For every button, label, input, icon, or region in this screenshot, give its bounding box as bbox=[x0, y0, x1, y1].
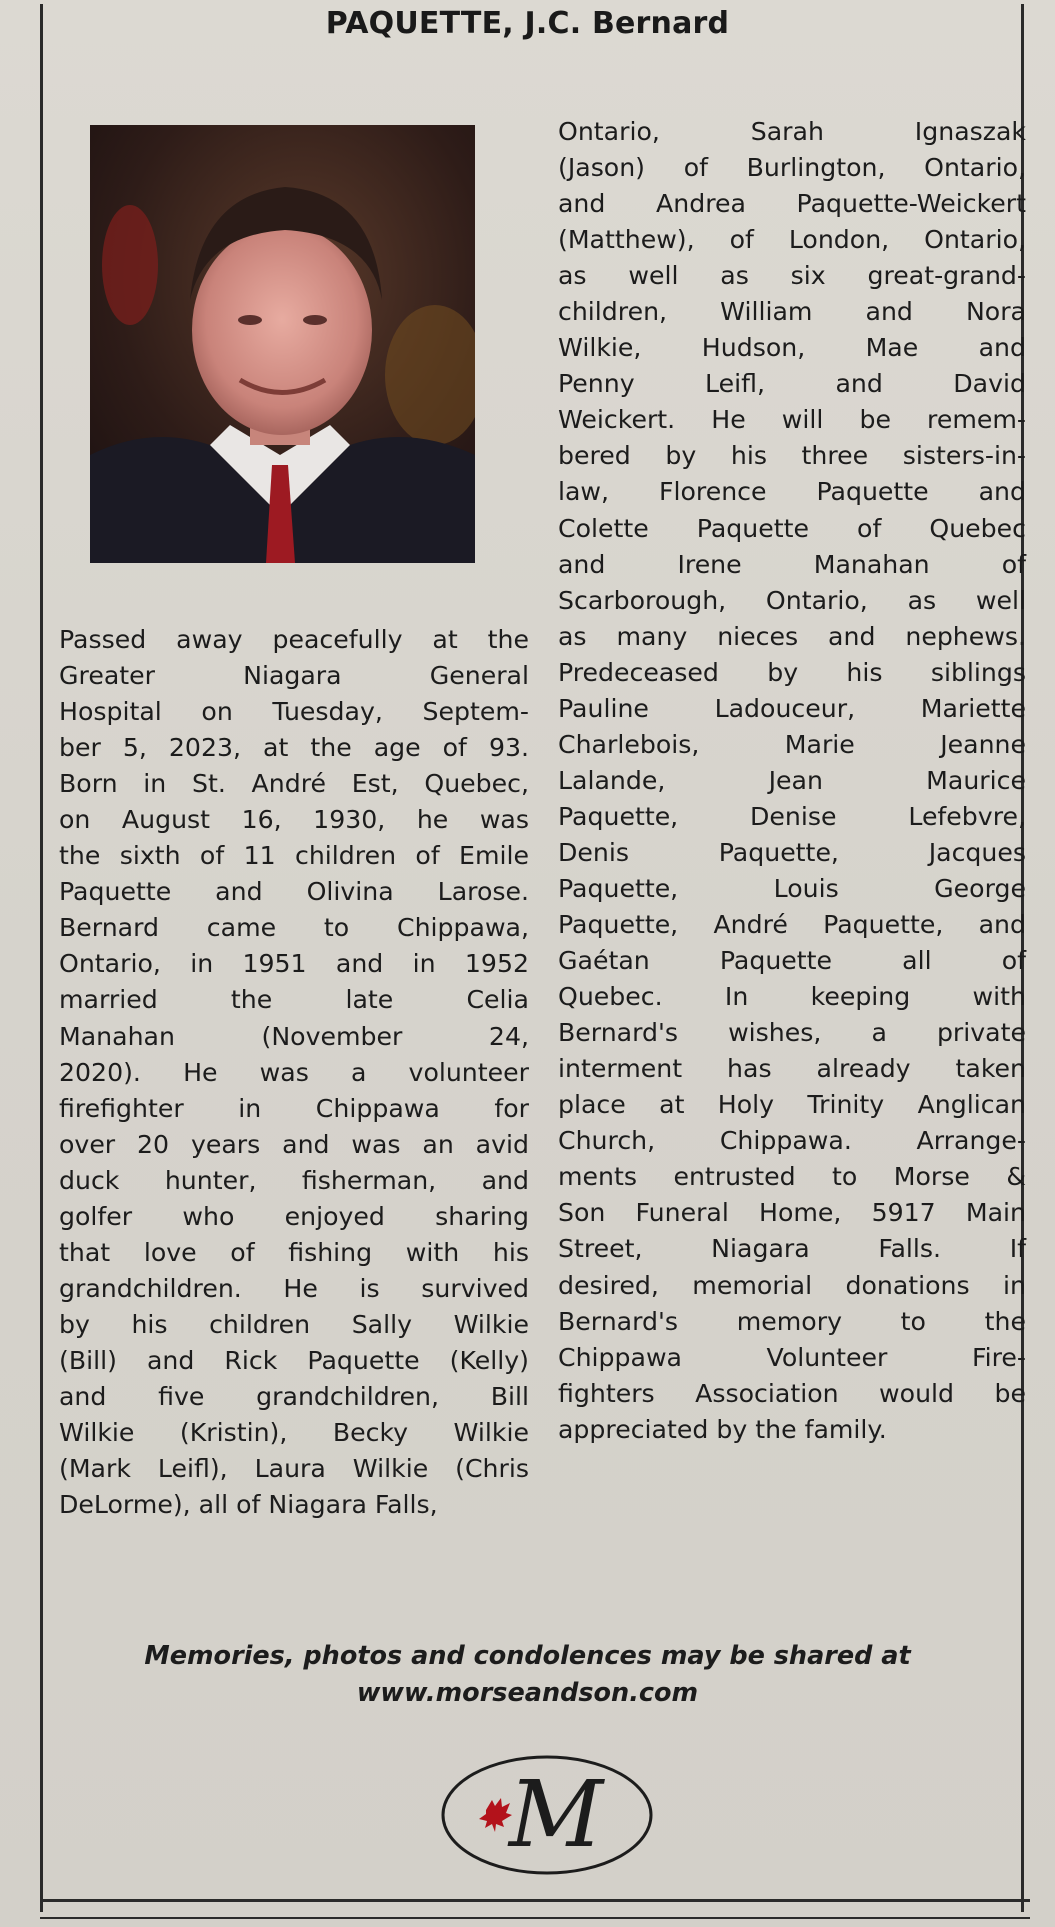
text-line: ber 5, 2023, at the age of 93. bbox=[59, 733, 529, 763]
obituary-text-left bbox=[59, 622, 529, 1523]
text-line: by his children Sally Wilkie bbox=[59, 1309, 529, 1339]
text-line: Weickert. He will be remem- bbox=[558, 405, 1026, 435]
text-line: and Andrea Paquette-Weickert bbox=[558, 189, 1026, 219]
text-line: (Matthew), of London, Ontario, bbox=[558, 225, 1026, 255]
text-line: and five grandchildren, Bill bbox=[59, 1381, 529, 1411]
text-line: Paquette, Louis George bbox=[558, 873, 1026, 903]
portrait-photo bbox=[90, 125, 475, 563]
text-line: the sixth of 11 children of Emile bbox=[59, 841, 529, 871]
funeral-home-logo bbox=[438, 1750, 656, 1880]
text-line: ments entrusted to Morse & bbox=[558, 1162, 1026, 1192]
text-line: Manahan (November 24, bbox=[59, 1021, 529, 1051]
condolences-line: Memories, photos and condolences may be shared at bbox=[144, 1641, 911, 1671]
text-line: over 20 years and was an avid bbox=[59, 1129, 529, 1159]
text-line: appreciated by the family. bbox=[558, 1414, 887, 1444]
maple-leaf-icon bbox=[479, 1798, 512, 1832]
text-line: law, Florence Paquette and bbox=[558, 477, 1026, 507]
text-line: (Jason) of Burlington, Ontario, bbox=[558, 153, 1026, 183]
text-line: fighters Association would be bbox=[558, 1378, 1026, 1408]
text-line: Ontario, Sarah Ignaszak bbox=[558, 117, 1026, 146]
text-line: firefighter in Chippawa for bbox=[59, 1093, 529, 1123]
text-line: 2020). He was a volunteer bbox=[59, 1057, 529, 1087]
text-line: interment has already taken bbox=[558, 1054, 1026, 1084]
text-line: Lalande, Jean Maurice bbox=[558, 765, 1026, 795]
text-line: that love of fishing with his bbox=[59, 1237, 529, 1267]
obituary-name: PAQUETTE, J.C. Bernard bbox=[325, 6, 730, 41]
text-line: as well as six great-grand- bbox=[558, 261, 1026, 291]
text-line: desired, memorial donations in bbox=[558, 1270, 1026, 1300]
text-line: and Irene Manahan of bbox=[558, 549, 1026, 579]
text-line: Penny Leifl, and David bbox=[558, 369, 1026, 399]
text-line: Passed away peacefully at the bbox=[59, 625, 529, 654]
text-line: Gaétan Paquette all of bbox=[558, 946, 1026, 976]
text-line: Greater Niagara General bbox=[59, 661, 529, 691]
text-line: grandchildren. He is survived bbox=[59, 1273, 529, 1303]
text-line: (Mark Leifl), Laura Wilkie (Chris bbox=[59, 1454, 529, 1484]
text-line: Paquette and Olivina Larose. bbox=[59, 877, 529, 907]
condolences-note bbox=[0, 1638, 1055, 1712]
text-line: children, William and Nora bbox=[558, 297, 1026, 327]
text-line: on August 16, 1930, he was bbox=[59, 805, 529, 835]
portrait-illustration bbox=[90, 125, 475, 563]
text-line: Pauline Ladouceur, Mariette bbox=[558, 693, 1026, 723]
text-line: married the late Celia bbox=[59, 985, 529, 1015]
text-line: Born in St. André Est, Quebec, bbox=[59, 769, 529, 799]
text-line: Predeceased by his siblings bbox=[558, 657, 1026, 687]
obituary-text-right bbox=[558, 114, 1026, 1448]
text-line: place at Holy Trinity Anglican bbox=[558, 1090, 1026, 1120]
text-line: Bernard's wishes, a private bbox=[558, 1018, 1026, 1048]
text-line: as many nieces and nephews. bbox=[558, 621, 1026, 651]
text-line: golfer who enjoyed sharing bbox=[59, 1201, 529, 1231]
text-line: DeLorme), all of Niagara Falls, bbox=[59, 1490, 438, 1520]
text-line: Chippawa Volunteer Fire- bbox=[558, 1342, 1026, 1372]
bottom-rule-thin bbox=[40, 1917, 1030, 1919]
text-line: duck hunter, fisherman, and bbox=[59, 1165, 529, 1195]
text-line: Bernard's memory to the bbox=[558, 1306, 1026, 1336]
text-line: (Bill) and Rick Paquette (Kelly) bbox=[59, 1345, 529, 1375]
text-line: Denis Paquette, Jacques bbox=[558, 837, 1026, 867]
text-line: Son Funeral Home, 5917 Main bbox=[558, 1198, 1026, 1228]
text-line: Paquette, Denise Lefebvre, bbox=[558, 801, 1026, 831]
text-line: Hospital on Tuesday, Septem- bbox=[59, 697, 529, 727]
text-line: Street, Niagara Falls. If bbox=[558, 1234, 1026, 1264]
text-line: bered by his three sisters-in- bbox=[558, 441, 1026, 471]
text-line: Charlebois, Marie Jeanne bbox=[558, 729, 1026, 759]
text-line: Colette Paquette of Quebec bbox=[558, 513, 1026, 543]
logo-monogram: M bbox=[508, 1761, 604, 1868]
text-line: Scarborough, Ontario, as well bbox=[558, 585, 1026, 615]
text-line: Paquette, André Paquette, and bbox=[558, 910, 1026, 940]
text-line: Wilkie, Hudson, Mae and bbox=[558, 333, 1026, 363]
text-line: Bernard came to Chippawa, bbox=[59, 913, 529, 943]
text-line: Wilkie (Kristin), Becky Wilkie bbox=[59, 1418, 529, 1448]
text-line: Ontario, in 1951 and in 1952 bbox=[59, 949, 529, 979]
funeral-home-website: www.morseandson.com bbox=[356, 1678, 699, 1708]
text-line: Church, Chippawa. Arrange- bbox=[558, 1126, 1026, 1156]
bottom-rule bbox=[40, 1899, 1030, 1902]
text-line: Quebec. In keeping with bbox=[558, 982, 1026, 1012]
